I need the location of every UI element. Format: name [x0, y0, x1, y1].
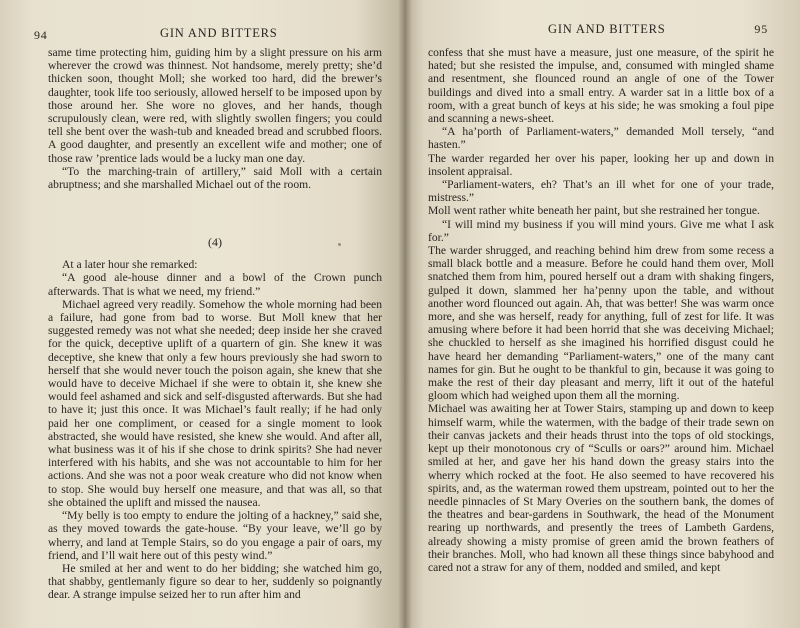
- right-page: [404, 0, 800, 628]
- right-page-header: [428, 22, 774, 42]
- paragraph: same time protecting him, guiding him by a slight pressure on his arm wherever the crowd was thinnest. Not handsome, merely pretty; she’d thicken soon, thought Moll; she worked too hard, did the brewer’s daughter, took life too seriously, allowed herself to be imposed upon by those around her. She wore no gloves, and her hands, though scrupulously clean, were red, with slightly swollen fingers; you could tell she bent over the wash-tub and kneaded bread and scrubbed floors. A good daughter, and presently an excellent wife and mother; one of those raw ’prentice lads would be a lucky man one day.: [48, 46, 382, 165]
- left-page-body: [48, 46, 382, 602]
- paragraph: He smiled at her and went to do her bidding; she watched him go, that shabby, gentlemanly figure so dear to her, suddenly so poignantly dear. A strange impulse seized her to run after him and: [48, 561, 382, 602]
- paragraph: “To the marching-train of artillery,” said Moll with a certain abruptness; and she marshalled Michael out of the room.: [48, 164, 382, 192]
- paragraph: “I will mind my business if you will mind yours. Give me what I ask for.”: [428, 217, 774, 244]
- paragraph: Moll went rather white beneath her paint, but she restrained her tongue.: [428, 204, 760, 218]
- paragraph: confess that she must have a measure, just one measure, of the spirit he hated; but she resisted the impulse, and, consumed with mingled shame and resentment, she flounced round an angle of one of the Tower buildings and dived into a small entry. A warder sat in a little box of a room, with a great bunch of keys at his side; he was smoking a foul pipe and scanning a news-sheet.: [428, 46, 774, 126]
- paragraph: “A good ale-house dinner and a bowl of the Crown punch afterwards. That is what we need, my friend.”: [48, 271, 382, 298]
- right-page-body: [428, 46, 774, 574]
- section-number: (4): [208, 235, 222, 250]
- paragraph: Michael was awaiting her at Tower Stairs, stamping up and down to keep himself warm, while the watermen, with the badge of their trade sewn on their canvas jackets and their heads thrust into the tops of old stockings, kept up their monotonous cry of “Sculls or oars?” around him. Michael smiled at her, and gave her his hand down the greasy stairs into the wherry which rocked at the foot. He also seemed to have recovered his spirits, and, as the waterman rowed them upstream, pointed out to her the needle pinnacles of St Mary Overies on the southern bank, the domes of the theatres and bear-gardens in Southwark, the head of the Monument rearing up northwards, and presently the trees of Lambeth Gardens, already showing a misty promise of green amid the brown feathers of their branches. Moll, who had known all these things since babyhood and cared not a straw for any of them, nodded and smiled, and kept: [428, 402, 774, 574]
- paragraph: “My belly is too empty to endure the jolting of a hackney,” said she, as they moved towards the gate-house. “By your leave, we’ll go by wherry, and land at Temple Stairs, so do you engage a pair of oars, my friend, and I’ll wait here out of this pesty wind.”: [48, 509, 382, 562]
- paragraph: The warder regarded her over his paper, looking her up and down in insolent appraisal.: [428, 151, 774, 178]
- paragraph: The warder shrugged, and reaching behind him drew from some recess a small black bottle and a measure. Before he could hand them over, Moll snatched them from him, poured herself out a dram with shaking fingers, gulped it down, slammed her ha’penny upon the table, and without another word flounced out again. Ah, that was better! She was warm once more, and she was herself, ready for anything, full of zest for life. It was amusing where before it had been horrid that she was deceiving Michael; she chuckled to herself as she imagined his horrified disgust could he have heard her demanding “Parliament-waters,” one of the many cant names for gin. But he ought to be thankful to gin, because it was going to make the rest of their day pleasant and merry, lift it out of the hateful gloom which had weighed upon them all the morning.: [428, 244, 774, 403]
- paragraph: Michael agreed very readily. Somehow the whole morning had been a failure, had gone from bad to worse. But Moll knew that her suggested remedy was not what she needed; deep inside her she craved for the quick, deceptive uplift of a quartern of gin. She knew it was deceptive, she knew that only a few hours previously she had sworn to herself that she would never touch the poison again, she knew that she would have to deceive Michael if she were to obtain it, she knew she would feel ashamed and sick and self-disgusted afterwards. But she had to have it; just this once. It was Michael’s fault really; if he had only paid her one compliment, or ceased for a single moment to look abstracted, she would have resisted, she knew she would. And after all, what business was it of his if she chose to drink spirits? She had never interfered with his habits, and she was not accountable to him for her actions. And she was not a poor weak creature who did not know when to stop. She would buy herself one measure, and that was all, so that she obtained the uplift and missed the nausea.: [48, 297, 382, 509]
- paragraph: At a later hour she remarked:: [62, 258, 198, 272]
- left-page-header: [34, 24, 382, 44]
- page-number: 95: [754, 22, 768, 36]
- paragraph: “A ha’porth of Parliament-waters,” demanded Moll tersely, “and hasten.”: [428, 125, 774, 152]
- running-title: GIN AND BITTERS: [160, 26, 278, 40]
- ink-speck: [338, 243, 341, 246]
- running-title: GIN AND BITTERS: [548, 22, 666, 36]
- paragraph: “Parliament-waters, eh? That’s an ill whet for one of your trade, mistress.”: [428, 178, 774, 205]
- page-number: 94: [34, 28, 48, 42]
